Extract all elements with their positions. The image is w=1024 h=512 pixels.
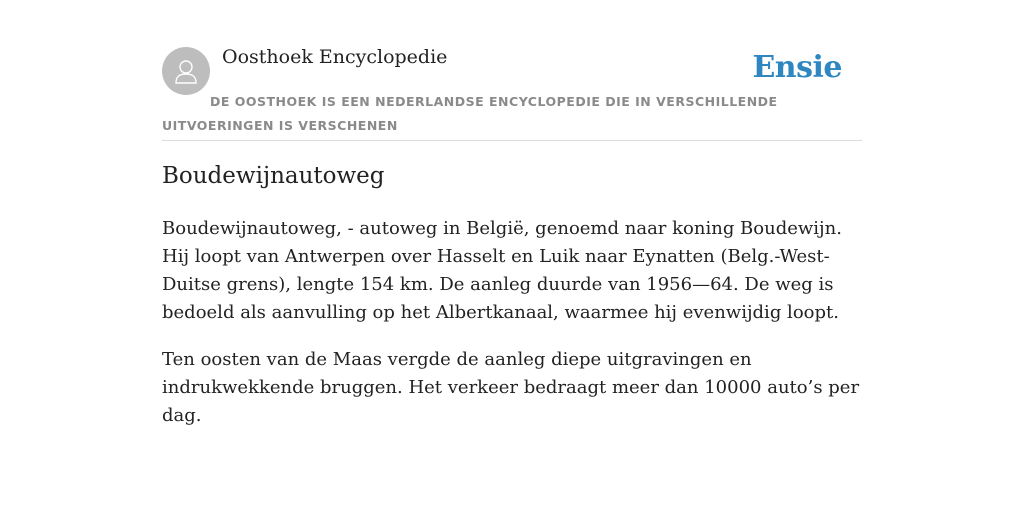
source-tagline: DE OOSTHOEK IS EEN NEDERLANDSE ENCYCLOPEDIE DIE IN VERSCHILLENDE UITVOERINGEN IS VERSCHENEN [162,94,778,133]
article-body [162,215,862,449]
user-silhouette-icon [171,56,201,86]
article-paragraph: Boudewijnautoweg, - autoweg in België, genoemd naar koning Boudewijn. Hij loopt van Antwerpen over Hasselt en Luik naar Eynatten (Belg.-West-Duitse grens), lengte 154 km. De aanleg duurde van 1956—64. De weg is bedoeld als aanvulling op het Albertkanaal, waarmee hij evenwijdig loopt. [162,218,842,323]
article-paragraph: Ten oosten van de Maas vergde de aanleg diepe uitgravingen en indrukwekkende bruggen. Het verkeer bedraagt meer dan 10000 auto’s per dag. [162,349,860,426]
avatar[interactable] [162,47,210,95]
source-header [162,0,862,141]
source-name[interactable]: Oosthoek Encyclopedie [222,46,448,68]
brand-logo[interactable]: Ensie [752,50,842,85]
article-title: Boudewijnautoweg [162,163,385,189]
page-container [162,0,862,426]
